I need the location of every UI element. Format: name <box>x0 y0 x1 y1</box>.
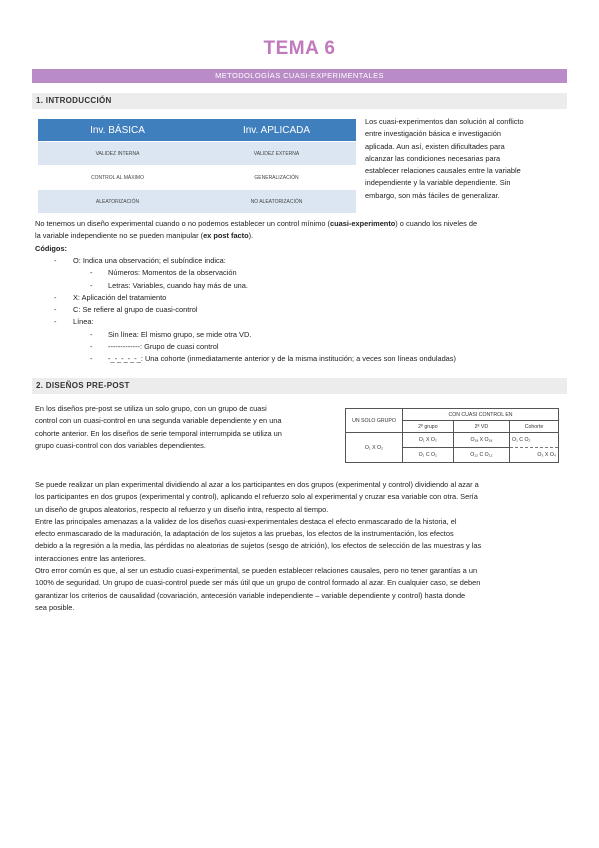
table-header: CON CUASI CONTROL EN <box>403 409 559 421</box>
table-cell: O₁ X O₂ <box>403 433 454 448</box>
text-line: alcanzar las condiciones necesarias para <box>365 153 501 163</box>
table-cell: O₁ C O₂ <box>403 448 454 463</box>
text-line: un diseño de grupos aleatorios, respecto al refuerzo y un diseño intra, respecto al tiempo. <box>35 504 329 514</box>
table-cell: VALIDEZ INTERNA <box>38 142 197 166</box>
table-row <box>346 433 559 448</box>
bold-term: cuasi-experimento <box>329 219 396 228</box>
table-cell: GENERALIZACIÓN <box>197 166 356 190</box>
codes-label: Códigos: <box>35 243 68 253</box>
table-cell: ALEATORIZACIÓN <box>38 190 197 214</box>
list-item: - Línea: <box>54 317 94 327</box>
table-cell: O₁ C O₂ <box>510 433 559 448</box>
table-cell: VALIDEZ EXTERNA <box>197 142 356 166</box>
text-run: No tenemos un diseño experimental cuando o no podemos establecer un control mínimo ( <box>35 219 330 228</box>
table-header: 2º grupo <box>403 421 454 433</box>
table-row <box>38 142 356 166</box>
table-header: 2ª VD <box>453 421 509 433</box>
list-item: - Letras: Variables, cuando hay más de una. <box>90 280 248 290</box>
table-row <box>38 166 356 190</box>
text-line: independiente y la variable dependiente. Sin <box>365 178 511 188</box>
text-line: grupo cuasi-control con dos variables dependientes. <box>35 440 206 450</box>
text-line: embargo, son más fáciles de generalizar. <box>365 190 500 200</box>
subtitle-bar: METODOLOGÍAS CUASI-EXPERIMENTALES <box>32 69 567 83</box>
text-line: entre investigación básica e investigación <box>365 129 501 139</box>
list-item: - -_-_-_-_-_: Una cohorte (inmediatamente anterior y de la misma institución; a veces son líneas onduladas) <box>90 354 456 364</box>
text-line <box>35 230 570 242</box>
list-item: - Sin línea: El mismo grupo, se mide otra VD. <box>90 329 252 339</box>
text-line: Entre las principales amenazas a la validez de los diseños cuasi-experimentales destaca el efecto enmascarado de la historia, el <box>35 516 457 526</box>
text-line: 100% de seguridad. Un grupo de cuasi-control puede ser más útil que un grupo de control formado al azar. En cualquier caso, se deben <box>35 578 481 588</box>
list-item: - O: Indica una observación; el subíndice indica: <box>54 256 226 265</box>
table-header: UN SOLO GRUPO <box>346 409 403 433</box>
text-run: la variable independiente no se pueden manipular ( <box>35 231 204 241</box>
table-header: Inv. BÁSICA <box>38 119 197 142</box>
text-line: sea posible. <box>35 602 75 612</box>
prepost-paragraph <box>35 479 575 614</box>
intro-side-text <box>365 116 570 202</box>
table-row <box>38 190 356 214</box>
table-header: Cohorte <box>510 421 559 433</box>
text-run: ) o cuando los niveles de <box>395 219 478 228</box>
text-line: En los diseños pre-post se utiliza un solo grupo, con un grupo de cuasi <box>35 404 267 413</box>
text-line: Los cuasi-experimentos dan solución al conflicto <box>365 117 524 126</box>
table-cell: NO ALEATORIZACIÓN <box>197 190 356 214</box>
bold-term: ex post facto <box>203 231 249 241</box>
prepost-intro-text <box>35 403 340 452</box>
table-cell: O₁ X O₂ <box>346 433 403 463</box>
text-line: interacciones entre las anteriores. <box>35 553 146 563</box>
intro-paragraph <box>35 218 570 255</box>
text-line: control con un cuasi-control en una segunda variable dependiente y en una <box>35 416 282 426</box>
codes-list <box>35 255 575 366</box>
text-line: los participantes en dos grupos (experimental y control), aplicando el refuerzo solo al experimental y cruzar esa variable con otra. Sería <box>35 492 478 502</box>
list-item: - Números: Momentos de la observación <box>90 268 237 278</box>
text-line: garantizar los criterios de causalidad (covariación, antecesión variable independiente – variable dependiente y control) hasta donde <box>35 590 466 600</box>
text-line: Otro error común es que, al ser un estudio cuasi-experimental, se pueden establecer relaciones causales, pero no tener garantías a un <box>35 566 478 576</box>
text-line: Se puede realizar un plan experimental dividiendo al azar a los participantes en dos grupos (experimental y control) dividiendo al azar a <box>35 480 479 489</box>
text-line: establecer relaciones causales entre la variable <box>365 166 521 176</box>
list-item: - -------------: Grupo de cuasi control <box>90 342 219 352</box>
table-cell: O₁₂ C O₁₂ <box>453 448 509 463</box>
section-heading-intro: 1. INTRODUCCIÓN <box>32 93 567 109</box>
table-row <box>346 409 559 421</box>
table-header: Inv. APLICADA <box>197 119 356 142</box>
prepost-designs-table <box>345 408 559 463</box>
text-line: aplicada. Aun así, existen dificultades para <box>365 141 505 151</box>
research-types-table <box>38 119 356 213</box>
table-cell: O₁ₐ X O₁ₐ <box>453 433 509 448</box>
table-cell: CONTROL AL MÁXIMO <box>38 166 197 190</box>
page-title: TEMA 6 <box>263 38 336 59</box>
text-line: debido a la regresión a la media, las pérdidas no aleatorias de sujetos (sesgo de atrición), los efectos de selección de las muestras y las <box>35 541 482 551</box>
table-cell: O₃ X O₄ <box>510 448 559 463</box>
text-run: ). <box>248 231 254 241</box>
list-item: - X: Aplicación del tratamiento <box>54 292 167 302</box>
text-line <box>35 218 570 230</box>
list-item: - C: Se refiere al grupo de cuasi-control <box>54 305 198 315</box>
text-line: efecto enmascarado de la maduración, la adaptación de los sujetos a las pruebas, los efectos de la instrumentación, los efectos <box>35 529 454 539</box>
text-line: cohorte anterior. En los diseños de serie temporal interrumpida se utiliza un <box>35 428 282 438</box>
section-heading-prepost: 2. DISEÑOS PRE-POST <box>32 378 567 394</box>
